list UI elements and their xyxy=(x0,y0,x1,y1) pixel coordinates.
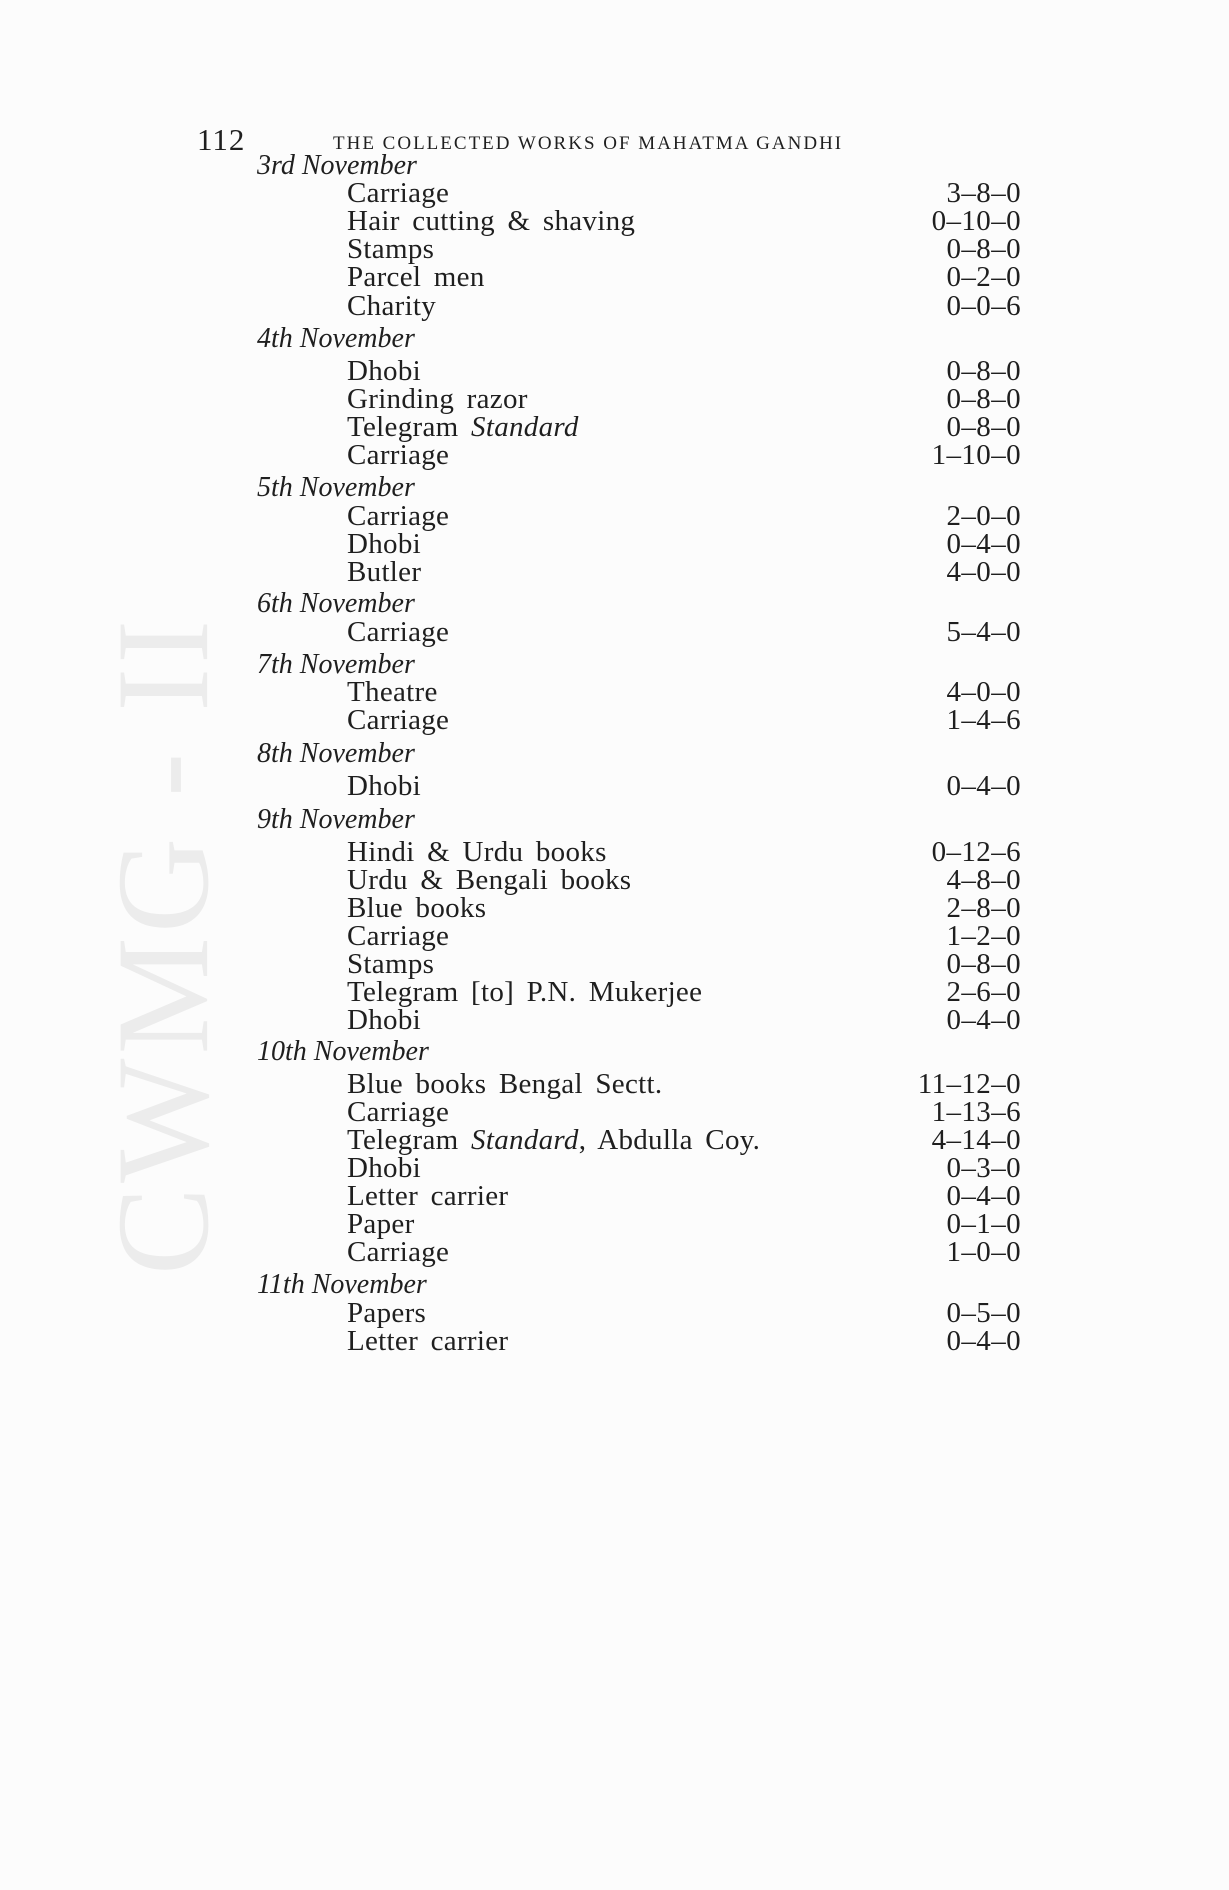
expense-label-text: Carriage xyxy=(347,1096,450,1128)
expense-label xyxy=(347,289,436,323)
expense-row xyxy=(347,555,1021,589)
expense-label-text: Dhobi xyxy=(347,1004,421,1036)
expense-amount: 5–4–0 xyxy=(946,616,1021,648)
expense-amount: 0–1–0 xyxy=(946,1208,1021,1240)
expense-amount: 1–0–0 xyxy=(946,1236,1021,1268)
expense-amount: 0–4–0 xyxy=(946,1325,1021,1357)
expense-amount: 0–8–0 xyxy=(946,383,1021,415)
expense-amount: 0–4–0 xyxy=(946,1180,1021,1212)
running-title: THE COLLECTED WORKS OF MAHATMA GANDHI xyxy=(333,133,844,154)
expense-label xyxy=(347,1235,449,1269)
expense-label-text: Carriage xyxy=(347,177,450,209)
expense-label-italic: Standard xyxy=(471,1124,579,1156)
expense-label xyxy=(347,1003,421,1037)
expense-amount: 4–8–0 xyxy=(946,864,1021,896)
expense-label-text: Carriage xyxy=(347,616,450,648)
expense-amount: 1–2–0 xyxy=(946,920,1021,952)
watermark-text: CWMG - II xyxy=(89,615,237,1275)
expense-row xyxy=(347,769,1021,803)
expense-row xyxy=(347,289,1021,323)
expense-label-text: Telegram [to] P.N. Mukerjee xyxy=(347,976,703,1008)
expense-amount: 0–3–0 xyxy=(946,1152,1021,1184)
expense-row xyxy=(347,438,1021,472)
date-heading: 5th November xyxy=(257,472,415,503)
expense-amount: 4–14–0 xyxy=(931,1124,1021,1156)
page-number: 112 xyxy=(197,122,246,157)
date-heading: 3rd November xyxy=(257,150,417,181)
expense-amount: 0–0–6 xyxy=(946,290,1021,322)
date-heading: 11th November xyxy=(257,1269,427,1300)
expense-label-text: Telegram xyxy=(347,1124,459,1156)
expense-label-text: Stamps xyxy=(347,233,435,265)
expense-amount: 0–4–0 xyxy=(946,1004,1021,1036)
expense-label-text: Papers xyxy=(347,1297,427,1329)
expense-label-text: Telegram xyxy=(347,411,459,443)
expense-amount: 0–8–0 xyxy=(946,948,1021,980)
expense-amount: 11–12–0 xyxy=(917,1068,1021,1100)
expense-label xyxy=(347,1324,508,1358)
date-heading: 6th November xyxy=(257,588,415,619)
expense-amount: 0–8–0 xyxy=(946,355,1021,387)
expense-label-text: Paper xyxy=(347,1208,415,1240)
date-heading: 9th November xyxy=(257,804,415,835)
expense-label-text: Dhobi xyxy=(347,770,421,802)
expense-label-text: Theatre xyxy=(347,676,438,708)
expense-amount: 0–5–0 xyxy=(946,1297,1021,1329)
expense-label-text: Blue books Bengal Sectt. xyxy=(347,1068,663,1100)
expense-amount: 3–8–0 xyxy=(946,177,1021,209)
expense-amount: 0–4–0 xyxy=(946,528,1021,560)
expense-label-text: Carriage xyxy=(347,704,450,736)
expense-row xyxy=(347,1003,1021,1037)
expense-amount: 4–0–0 xyxy=(946,556,1021,588)
expense-label-text: Carriage xyxy=(347,920,450,952)
expense-label-text: Butler xyxy=(347,556,422,588)
expense-label-text: Dhobi xyxy=(347,1152,421,1184)
expense-label-text: Letter carrier xyxy=(347,1180,509,1212)
expense-row xyxy=(347,1235,1021,1269)
expense-label-text: Grinding razor xyxy=(347,383,528,415)
date-heading: 8th November xyxy=(257,738,415,769)
expense-label-text: Dhobi xyxy=(347,528,421,560)
expense-label-text: Blue books xyxy=(347,892,487,924)
expense-amount: 1–10–0 xyxy=(931,439,1021,471)
expense-amount: 2–6–0 xyxy=(946,976,1021,1008)
expense-amount: 1–4–6 xyxy=(946,704,1021,736)
expense-label-text: Charity xyxy=(347,290,437,322)
expense-label-text: Hindi & Urdu books xyxy=(347,836,607,868)
expense-label-text: Hair cutting & shaving xyxy=(347,205,636,237)
expense-label-tail: , Abdulla Coy. xyxy=(578,1124,761,1156)
expense-amount: 2–0–0 xyxy=(946,500,1021,532)
expense-label xyxy=(347,615,449,649)
expense-label-text: Letter carrier xyxy=(347,1325,509,1357)
expense-amount: 0–4–0 xyxy=(946,770,1021,802)
expense-row xyxy=(347,1324,1021,1358)
expense-label xyxy=(347,555,421,589)
expense-row xyxy=(347,703,1021,737)
date-heading: 7th November xyxy=(257,649,415,680)
date-heading: 4th November xyxy=(257,323,415,354)
expense-label-text: Dhobi xyxy=(347,355,421,387)
expense-label xyxy=(347,703,449,737)
expense-amount: 0–8–0 xyxy=(946,411,1021,443)
expense-label-italic: Standard xyxy=(471,411,579,443)
expense-amount: 1–13–6 xyxy=(931,1096,1021,1128)
expense-amount: 4–0–0 xyxy=(946,676,1021,708)
expense-amount: 0–8–0 xyxy=(946,233,1021,265)
expense-amount: 2–8–0 xyxy=(946,892,1021,924)
expense-row xyxy=(347,615,1021,649)
expense-label-text: Stamps xyxy=(347,948,435,980)
expense-label-text: Carriage xyxy=(347,500,450,532)
expense-amount: 0–10–0 xyxy=(931,205,1021,237)
date-heading: 10th November xyxy=(257,1036,429,1067)
expense-amount: 0–12–6 xyxy=(931,836,1021,868)
expense-label-text: Urdu & Bengali books xyxy=(347,864,632,896)
expense-label xyxy=(347,769,421,803)
expense-label-text: Carriage xyxy=(347,1236,450,1268)
expense-label xyxy=(347,438,449,472)
expense-amount: 0–2–0 xyxy=(946,261,1021,293)
expense-label-text: Parcel men xyxy=(347,261,485,293)
expense-label-text: Carriage xyxy=(347,439,450,471)
